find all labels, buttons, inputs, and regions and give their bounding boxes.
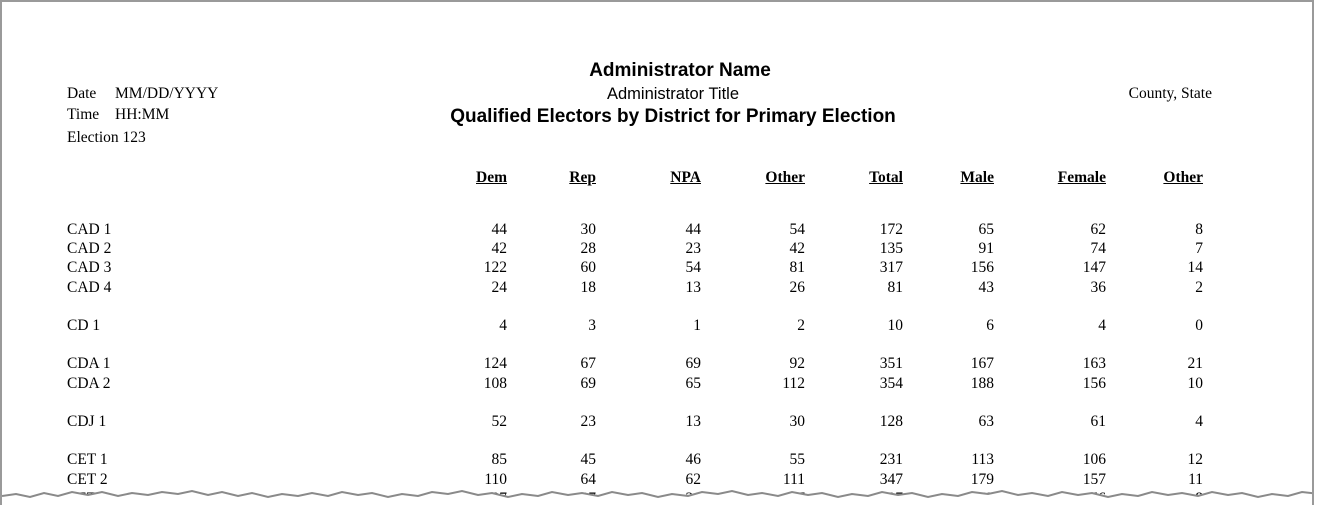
time-value: HH:MM (115, 106, 170, 123)
table-cell: 42 (789, 240, 805, 258)
table-cell: 55 (789, 451, 805, 469)
table-cell: 91 (978, 240, 994, 258)
table-cell: 111 (782, 470, 805, 488)
date-value: MM/DD/YYYY (115, 85, 219, 102)
district-name: CAD 3 (67, 259, 112, 277)
table-cell: 23 (685, 240, 701, 258)
table-cell: 81 (789, 259, 805, 277)
table-cell: 7 (1195, 240, 1203, 258)
table-cell: 23 (580, 413, 596, 430)
table-cell: 65 (685, 374, 701, 392)
table-cell: 317 (879, 259, 903, 277)
table-cell: 18 (580, 278, 596, 296)
table-cell: 6 (986, 317, 994, 334)
column-header: Other (765, 169, 805, 186)
table-cell: 157 (1082, 470, 1106, 488)
table-cell: 69 (685, 355, 701, 373)
table-cell: 122 (483, 259, 507, 277)
table-cell: 81 (887, 278, 903, 296)
table-cell: 2 (1195, 278, 1203, 296)
table-cell: 64 (580, 470, 596, 488)
table-cell: 36 (1090, 278, 1106, 296)
report-title: Qualified Electors by District for Primary Election (450, 106, 896, 127)
table-cell: 128 (879, 413, 903, 430)
table-cell: 45 (580, 451, 596, 469)
table-cell: 67 (580, 355, 596, 373)
table-cell: 85 (491, 451, 507, 469)
table-cell: 43 (978, 278, 994, 296)
table-cell: 167 (970, 355, 994, 373)
table-cell: 14 (1187, 259, 1203, 277)
table-cell: 3 (588, 317, 596, 334)
county-state: County, State (1128, 85, 1212, 102)
table-cell: 46 (685, 451, 701, 469)
district-name: CET 2 (67, 470, 108, 488)
table-cell: 4 (1098, 317, 1106, 334)
table-cell: 1 (693, 317, 701, 334)
table-cell: 156 (970, 259, 994, 277)
table-cell: 52 (491, 413, 507, 430)
table-cell: 28 (580, 240, 596, 258)
table-cell: 172 (879, 221, 903, 238)
table-cell: 21 (1187, 355, 1203, 373)
table-cell: 65 (978, 221, 994, 238)
district-name: CAD 1 (67, 221, 112, 238)
table-cell: 74 (1090, 240, 1106, 258)
table-cell: 10 (887, 317, 903, 334)
table-cell: 54 (789, 221, 805, 238)
date-label: Date (67, 85, 97, 102)
table-cell: 13 (685, 278, 701, 296)
district-name: CAD 4 (67, 278, 112, 296)
table-cell: 4 (1195, 413, 1203, 430)
column-header: Dem (476, 169, 507, 186)
table-cell: 147 (1082, 259, 1106, 277)
torn-edge (2, 482, 1314, 505)
table-cell: 135 (879, 240, 903, 258)
table-cell: 13 (685, 413, 701, 430)
district-name: CDA 2 (67, 374, 111, 392)
table-cell: 44 (685, 221, 701, 238)
table-cell: 10 (1187, 374, 1203, 392)
district-name: CDA 1 (67, 355, 111, 373)
district-name: CET 1 (67, 451, 108, 469)
district-name: CAD 2 (67, 240, 112, 258)
column-header: Rep (569, 169, 596, 186)
table-cell: 92 (789, 355, 805, 373)
administrator-name: Administrator Name (589, 60, 771, 81)
table-cell: 11 (1188, 470, 1203, 488)
table-cell: 163 (1082, 355, 1106, 373)
administrator-title: Administrator Title (606, 85, 740, 103)
table-cell: 112 (782, 374, 805, 392)
table-cell: 44 (491, 221, 507, 238)
column-header: Male (960, 169, 994, 186)
table-cell: 108 (483, 374, 507, 392)
table-cell: 124 (483, 355, 507, 373)
table-cell: 106 (1082, 451, 1106, 469)
table-cell: 62 (1090, 221, 1106, 238)
table-cell: 156 (1082, 374, 1106, 392)
table-cell: 42 (491, 240, 507, 258)
column-header: NPA (670, 169, 701, 186)
table-cell: 30 (789, 413, 805, 430)
table-cell: 110 (484, 470, 507, 488)
table-cell: 63 (978, 413, 994, 430)
table-cell: 179 (970, 470, 994, 488)
table-cell: 351 (879, 355, 903, 373)
table-cell: 354 (879, 374, 903, 392)
table-cell: 12 (1187, 451, 1203, 469)
table-cell: 26 (789, 278, 805, 296)
table-cell: 60 (580, 259, 596, 277)
column-header: Total (869, 169, 903, 186)
district-name: CD 1 (67, 317, 101, 334)
table-cell: 8 (1195, 221, 1203, 238)
table-cell: 188 (970, 374, 994, 392)
district-name: CDJ 1 (67, 413, 107, 430)
table-cell: 54 (685, 259, 701, 277)
table-cell: 69 (580, 374, 596, 392)
table-cell: 0 (1195, 317, 1203, 334)
column-header: Female (1057, 169, 1106, 186)
table-cell: 24 (491, 278, 507, 296)
table-cell: 30 (580, 221, 596, 238)
table-cell: 2 (797, 317, 805, 334)
table-cell: 113 (971, 451, 994, 469)
column-header: Other (1163, 169, 1203, 186)
time-label: Time (67, 106, 100, 123)
table-cell: 62 (685, 470, 701, 488)
table-cell: 4 (499, 317, 507, 334)
election-label: Election 123 (67, 129, 146, 146)
table-cell: 347 (879, 470, 903, 488)
table-cell: 231 (879, 451, 903, 469)
table-cell: 61 (1090, 413, 1106, 430)
